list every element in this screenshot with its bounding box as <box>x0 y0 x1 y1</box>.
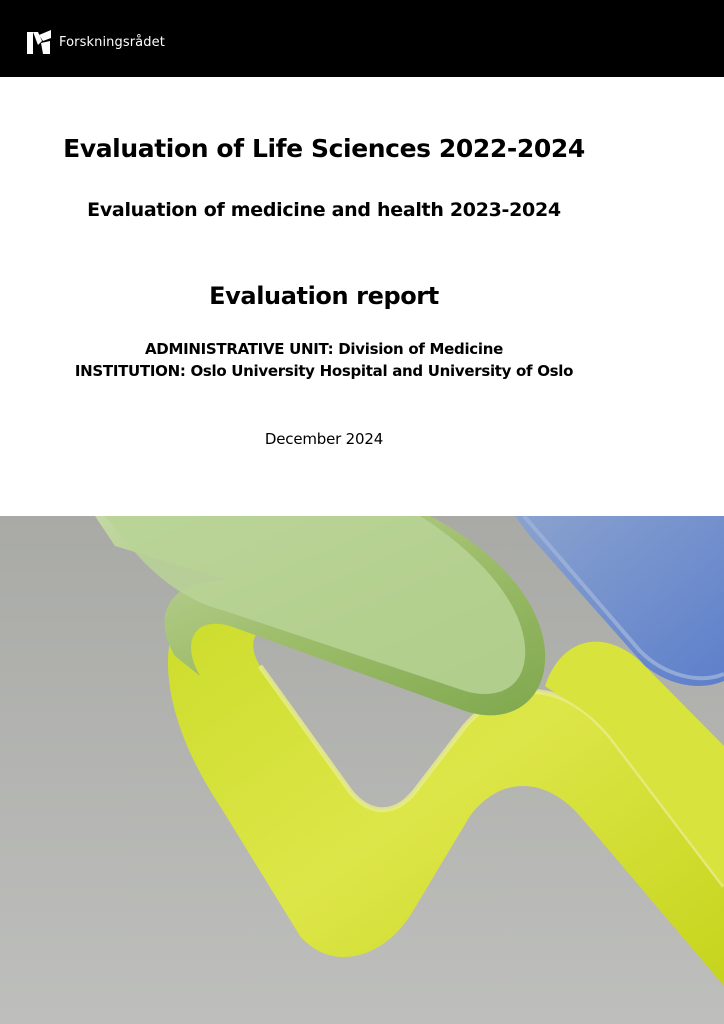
forskningsradet-logo-icon <box>26 29 52 55</box>
administrative-unit: ADMINISTRATIVE UNIT: Division of Medicine <box>145 340 503 358</box>
logo <box>26 29 165 55</box>
cover-ribbon-image <box>0 516 724 1024</box>
report-type: Evaluation report <box>209 282 439 310</box>
report-date: December 2024 <box>264 430 384 448</box>
institution: INSTITUTION: Oslo University Hospital and University of Oslo <box>74 362 574 380</box>
document-subtitle: Evaluation of medicine and health 2023-2024 <box>87 199 561 221</box>
document-title: Evaluation of Life Sciences 2022-2024 <box>63 134 585 163</box>
logo-text: Forskningsrådet <box>59 34 165 50</box>
header-bar <box>0 0 724 77</box>
